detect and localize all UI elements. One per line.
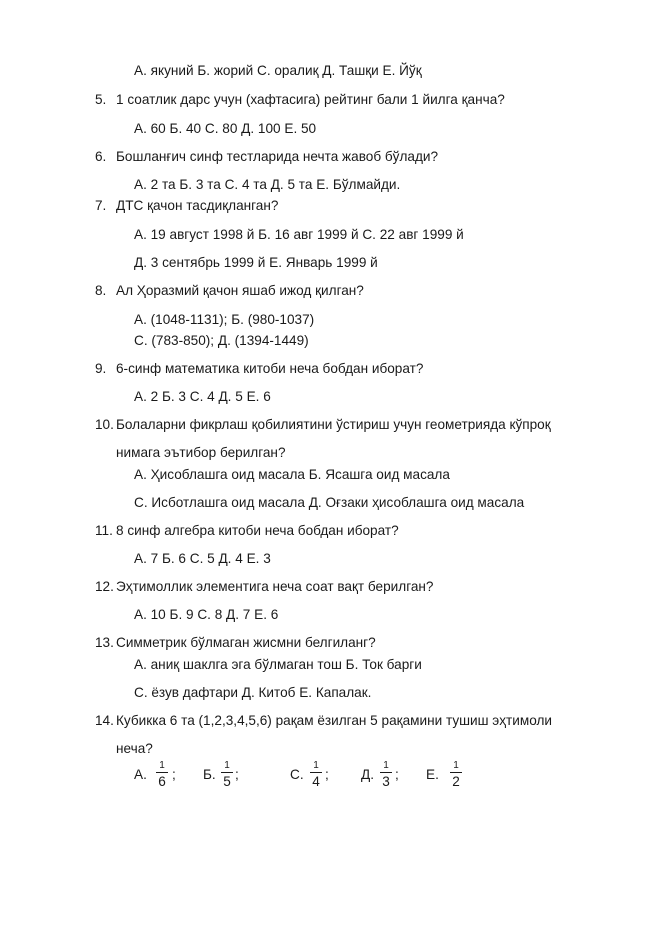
q12-number: 12. bbox=[95, 579, 114, 594]
q9-options-line-1: А. 2 Б. 3 С. 4 Д. 5 Е. 6 bbox=[134, 389, 271, 404]
q14-option-b-label: Б. bbox=[203, 767, 216, 782]
q5-number: 5. bbox=[95, 92, 107, 107]
q6-number: 6. bbox=[95, 149, 107, 164]
q14-option-e-fraction bbox=[450, 760, 462, 789]
q14-text-line-1: Кубикка 6 та (1,2,3,4,5,6) рақам ёзилган 5 рақамини тушиш эҳтимоли bbox=[116, 713, 552, 728]
q10-number: 10. bbox=[95, 417, 114, 432]
q6-text-line-1: Бошланғич синф тестларида нечта жавоб бўлади? bbox=[116, 149, 439, 164]
q10-options-line-1: А. Ҳисоблашга оид масала Б. Ясашга оид масала bbox=[134, 467, 450, 482]
q8-text-line-1: Ал Ҳоразмий қачон яшаб ижод қилган? bbox=[116, 283, 364, 298]
q14-option-c-separator: ; bbox=[325, 767, 329, 782]
fraction-bar bbox=[450, 772, 462, 773]
q14-option-a-denominator: 6 bbox=[158, 774, 166, 789]
q14-option-b-fraction bbox=[221, 760, 233, 789]
q14-option-e-numerator: 1 bbox=[453, 760, 459, 771]
q14-option-c-numerator: 1 bbox=[313, 760, 319, 771]
q14-option-b-separator: ; bbox=[235, 767, 239, 782]
q9-text-line-1: 6-синф математика китоби неча бобдан иборат? bbox=[116, 361, 424, 376]
q14-option-d-denominator: 3 bbox=[382, 774, 390, 789]
q13-options-line-1: А. аниқ шаклга эга бўлмаган тош Б. Ток барги bbox=[134, 657, 422, 672]
q7-number: 7. bbox=[95, 198, 107, 213]
q14-option-a-separator: ; bbox=[172, 767, 176, 782]
q7-text-line-1: ДТС қачон тасдиқланган? bbox=[116, 198, 279, 213]
q14-option-a-numerator: 1 bbox=[159, 760, 165, 771]
q14-option-b-denominator: 5 bbox=[223, 774, 231, 789]
q14-option-d-fraction bbox=[380, 760, 392, 789]
q8-number: 8. bbox=[95, 283, 107, 298]
q10-text-line-2: нимага эътибор берилган? bbox=[116, 445, 286, 460]
q5-options-line-1: А. 60 Б. 40 С. 80 Д. 100 Е. 50 bbox=[134, 121, 317, 136]
fraction-bar bbox=[310, 772, 322, 773]
q14-option-a-fraction bbox=[156, 760, 168, 789]
q13-text-line-1: Симметрик бўлмаган жисмни белгиланг? bbox=[116, 635, 376, 650]
q14-option-d-separator: ; bbox=[395, 767, 399, 782]
q13-number: 13. bbox=[95, 635, 114, 650]
q11-options-line-1: А. 7 Б. 6 С. 5 Д. 4 Е. 3 bbox=[134, 551, 271, 566]
q14-option-c-label: С. bbox=[290, 767, 304, 782]
q7-options-line-1: А. 19 август 1998 й Б. 16 авг 1999 й С. 22 авг 1999 й bbox=[134, 227, 464, 242]
q14-text-line-2: неча? bbox=[116, 741, 153, 756]
fraction-bar bbox=[156, 772, 168, 773]
q8-options-line-2: С. (783-850); Д. (1394-1449) bbox=[134, 333, 309, 348]
q14-option-c-fraction bbox=[310, 760, 322, 789]
q14-option-a-label: А. bbox=[134, 767, 147, 782]
q14-option-d-numerator: 1 bbox=[383, 760, 389, 771]
q5-text-line-1: 1 соатлик дарс учун (хафтасига) рейтинг бали 1 йилга қанча? bbox=[116, 92, 505, 107]
q14-option-d-label: Д. bbox=[361, 767, 374, 782]
q14-option-b-numerator: 1 bbox=[224, 760, 230, 771]
fraction-bar bbox=[221, 772, 233, 773]
fraction-bar bbox=[380, 772, 392, 773]
q8-options-line-1: А. (1048-1131); Б. (980-1037) bbox=[134, 312, 315, 327]
q14-option-c-denominator: 4 bbox=[312, 774, 320, 789]
q12-text-line-1: Эҳтимоллик элементига неча соат вақт берилган? bbox=[116, 579, 434, 594]
q13-options-line-2: С. ёзув дафтари Д. Китоб Е. Капалак. bbox=[134, 685, 372, 700]
q12-options-line-1: А. 10 Б. 9 С. 8 Д. 7 Е. 6 bbox=[134, 607, 279, 622]
q4-options-line-1: А. якуний Б. жорий С. оралиқ Д. Ташқи Е. Йўқ bbox=[134, 63, 422, 78]
q14-number: 14. bbox=[95, 713, 114, 728]
q9-number: 9. bbox=[95, 361, 107, 376]
q11-number: 11. bbox=[95, 523, 113, 538]
q6-options-line-1: А. 2 та Б. 3 та С. 4 та Д. 5 та Е. Бўлмайди. bbox=[134, 177, 401, 192]
q7-options-line-2: Д. 3 сентябрь 1999 й Е. Январь 1999 й bbox=[134, 255, 378, 270]
q14-option-e-denominator: 2 bbox=[452, 774, 460, 789]
q10-text-line-1: Болаларни фикрлаш қобилиятини ўстириш учун геометрияда кўпроқ bbox=[116, 417, 551, 432]
q10-options-line-2: С. Исботлашга оид масала Д. Оғзаки ҳисоблашга оид масала bbox=[134, 495, 525, 510]
q14-option-e-label: Е. bbox=[426, 767, 439, 782]
q11-text-line-1: 8 синф алгебра китоби неча бобдан иборат? bbox=[116, 523, 399, 538]
